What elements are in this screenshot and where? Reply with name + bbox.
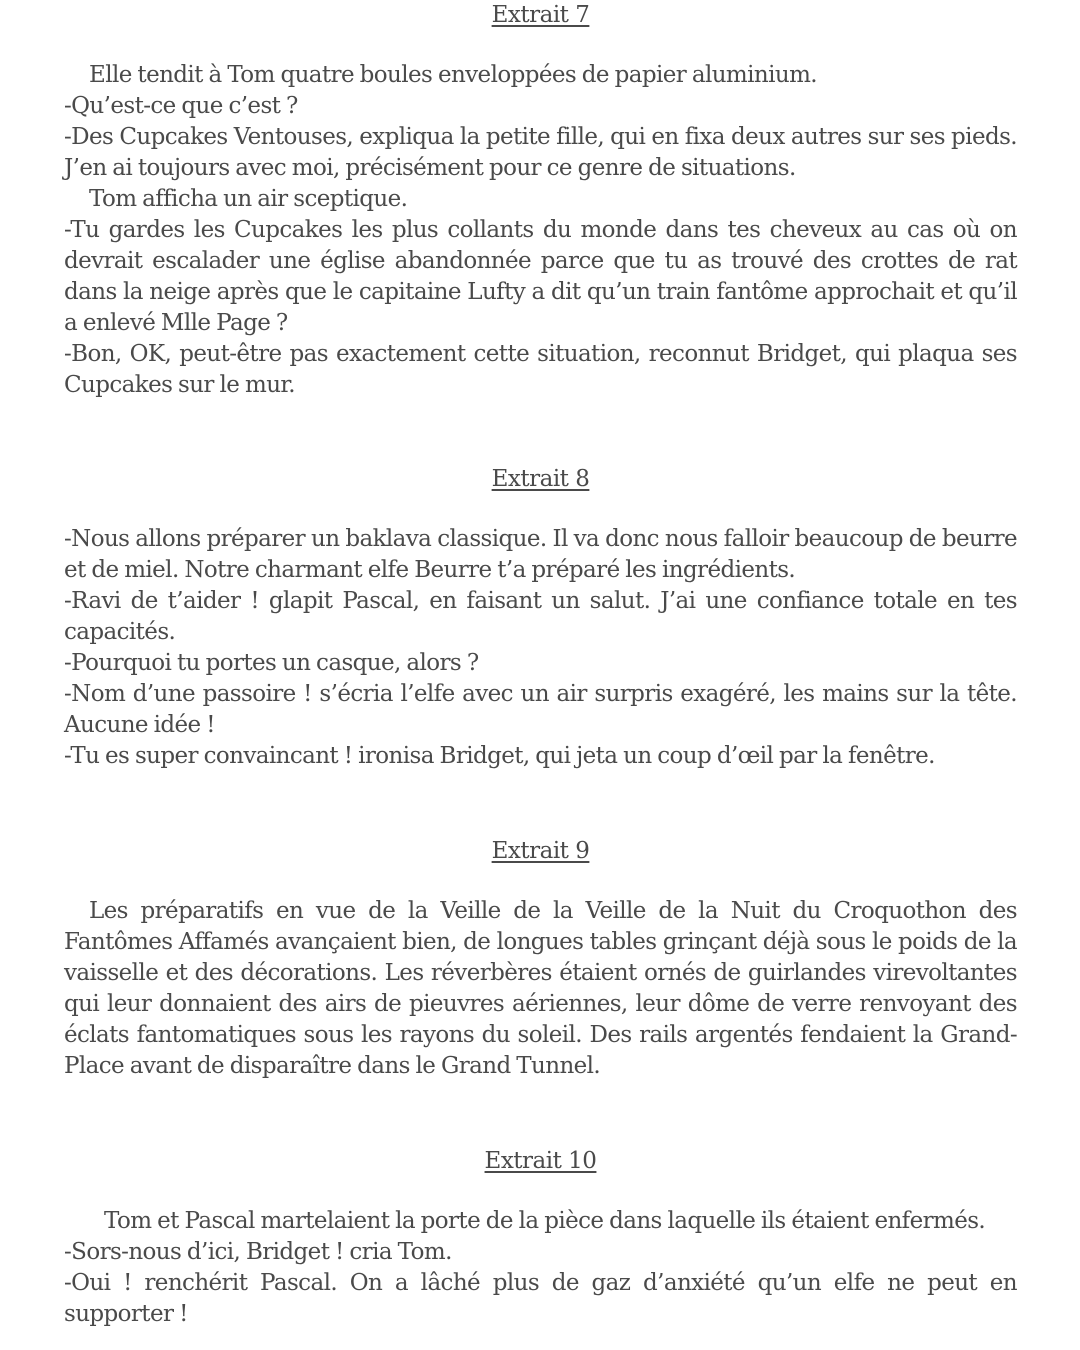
section-extrait-10 bbox=[64, 1146, 1017, 1330]
paragraph: -Sors-nous d’ici, Bridget ! cria Tom. bbox=[64, 1239, 452, 1265]
paragraph: -Pourquoi tu portes un casque, alors ? bbox=[64, 650, 479, 676]
section-title: Extrait 8 bbox=[491, 466, 590, 492]
paragraph: -Bon, OK, peut-être pas exactement cette situation, reconnut Bridget, qui plaqua ses Cupcakes sur le mur. bbox=[64, 341, 1017, 398]
section-title: Extrait 7 bbox=[491, 2, 590, 28]
section-title: Extrait 10 bbox=[484, 1148, 597, 1174]
paragraph: -Tu es super convaincant ! ironisa Bridget, qui jeta un coup d’œil par la fenêtre. bbox=[64, 743, 935, 769]
paragraph: Tom afficha un air sceptique. bbox=[89, 186, 408, 212]
section-title: Extrait 9 bbox=[491, 838, 590, 864]
paragraph: Les préparatifs en vue de la Veille de la Veille de la Nuit du Croquothon des Fantômes Affamés avançaient bien, de longues tables grinçant déjà sous le poids de la vaisselle et des décorations. Les réverbères étaient ornés de guirlandes virevoltantes qui leur donnaient des airs de pieuvres aériennes, leur dôme de verre renvoyant des éclats fantomatiques sous les rayons du soleil. Des rails argentés fendaient la Grand-Place avant de disparaître dans le Grand Tunnel. bbox=[64, 898, 1017, 1079]
paragraph: -Oui ! renchérit Pascal. On a lâché plus de gaz d’anxiété qu’un elfe ne peut en supporter ! bbox=[64, 1270, 1017, 1327]
paragraph: -Des Cupcakes Ventouses, expliqua la petite fille, qui en fixa deux autres sur ses pieds. J’en ai toujours avec moi, précisément pour ce genre de situations. bbox=[64, 124, 1017, 181]
paragraph: -Qu’est-ce que c’est ? bbox=[64, 93, 298, 119]
section-extrait-9 bbox=[64, 836, 1017, 1082]
paragraph: -Ravi de t’aider ! glapit Pascal, en faisant un salut. J’ai une confiance totale en tes capacités. bbox=[64, 588, 1017, 645]
paragraph: -Nom d’une passoire ! s’écria l’elfe avec un air surpris exagéré, les mains sur la tête. Aucune idée ! bbox=[64, 681, 1017, 738]
section-extrait-8 bbox=[64, 464, 1017, 772]
paragraph: Elle tendit à Tom quatre boules enveloppées de papier aluminium. bbox=[89, 62, 817, 88]
section-extrait-7 bbox=[64, 0, 1017, 401]
paragraph: -Tu gardes les Cupcakes les plus collants du monde dans tes cheveux au cas où on devrait escalader une église abandonnée parce que tu as trouvé des crottes de rat dans la neige après que le capitaine Lufty a dit qu’un train fantôme approchait et qu’il a enlevé Mlle Page ? bbox=[64, 217, 1017, 336]
paragraph: Tom et Pascal martelaient la porte de la pièce dans laquelle ils étaient enfermés. bbox=[104, 1208, 986, 1234]
paragraph: -Nous allons préparer un baklava classique. Il va donc nous falloir beaucoup de beurre et de miel. Notre charmant elfe Beurre t’a préparé les ingrédients. bbox=[64, 526, 1017, 583]
